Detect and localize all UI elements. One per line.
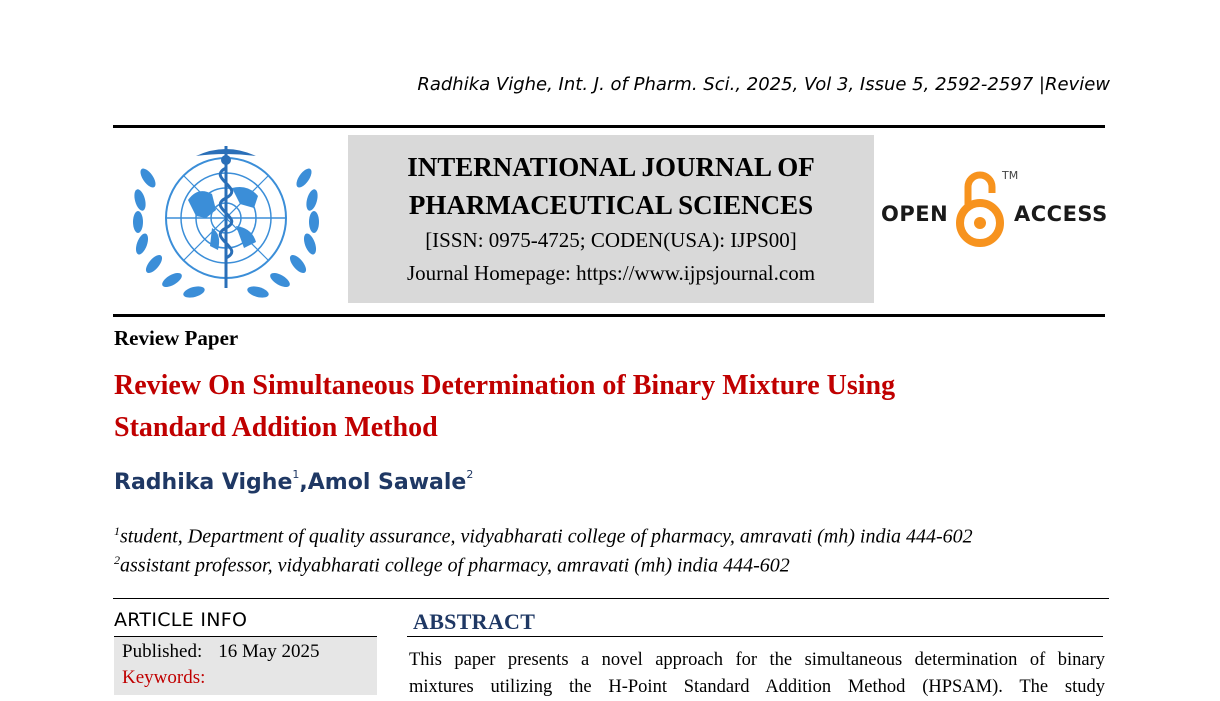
affiliation: [114, 524, 973, 549]
author-affil-mark: 1: [292, 468, 300, 481]
affiliation-text: student, Department of quality assurance, vidyabharati college of pharmacy, amravati (mh) india 444-602: [120, 525, 973, 548]
published-label: Published:: [122, 641, 203, 662]
open-access-badge: [881, 167, 1107, 251]
abstract-heading: ABSTRACT: [413, 609, 536, 634]
abstract-body: [409, 647, 1105, 701]
published-row: [122, 641, 320, 663]
author-name: Amol Sawale: [307, 470, 467, 495]
open-label: OPEN: [881, 202, 949, 226]
journal-masthead: [348, 135, 874, 303]
trademark-label: TM: [1002, 169, 1019, 182]
open-access-lock-icon: [955, 167, 1005, 251]
affiliation-mark: 2: [114, 553, 120, 567]
affiliation-mark: 1: [114, 524, 120, 538]
published-date: 16 May 2025: [218, 641, 320, 662]
affiliation-text: assistant professor, vidyabharati college of pharmacy, amravati (mh) india 444-602: [120, 554, 790, 577]
journal-title-line1: INTERNATIONAL JOURNAL OF: [407, 152, 815, 182]
journal-title-line2: PHARMACEUTICAL SCIENCES: [408, 190, 814, 220]
keywords-label: Keywords:: [122, 667, 206, 688]
access-label: ACCESS: [1014, 202, 1108, 226]
author-name: Radhika Vighe: [114, 470, 293, 495]
author-separator: ,: [299, 470, 308, 495]
abstract-rule: [407, 636, 1103, 637]
paper-title-line1: Review On Simultaneous Determination of Binary Mixture Using: [114, 370, 896, 401]
masthead-bottom-rule: [113, 314, 1105, 317]
affiliation: [114, 553, 790, 578]
journal-homepage: Journal Homepage: https://www.ijpsjournal.com: [406, 261, 816, 285]
journal-issn: [ISSN: 0975-4725; CODEN(USA): IJPS00]: [425, 228, 797, 252]
running-head: Radhika Vighe, Int. J. of Pharm. Sci., 2025, Vol 3, Issue 5, 2592-2597 |Review: [417, 74, 1110, 95]
paper-title-line2: Standard Addition Method: [114, 412, 438, 443]
section-divider: [113, 598, 1109, 599]
author-list: [114, 470, 473, 495]
abstract-line: mixtures utilizing the H-Point Standard Addition Method (HPSAM). The study: [409, 677, 1105, 697]
abstract-line: This paper presents a novel approach for the simultaneous determination of binary: [409, 650, 1105, 670]
author-affil-mark: 2: [466, 468, 474, 481]
un-emblem-caduceus-icon: [126, 138, 326, 308]
paper-title: [114, 365, 1074, 449]
article-info-heading: ARTICLE INFO: [114, 609, 248, 631]
paper-type: Review Paper: [114, 326, 239, 350]
top-rule: [113, 125, 1105, 128]
